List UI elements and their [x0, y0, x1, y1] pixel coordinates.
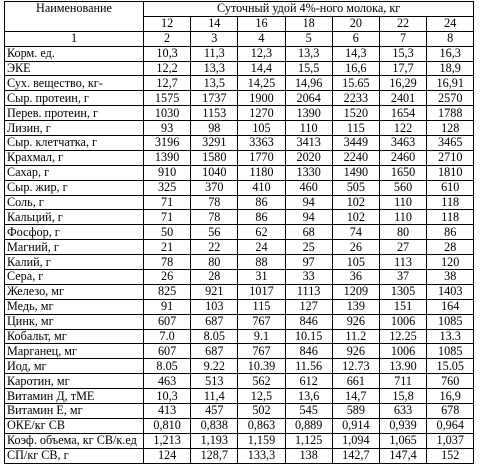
- value-cell: 1113: [285, 284, 332, 299]
- value-cell: 502: [238, 404, 285, 419]
- value-cell: 24: [238, 240, 285, 255]
- value-cell: 1017: [238, 284, 285, 299]
- value-cell: 1,065: [379, 433, 426, 448]
- row-name-cell: Марганец, мг: [5, 344, 144, 359]
- value-cell: 78: [191, 210, 238, 225]
- value-cell: 86: [238, 195, 285, 210]
- value-cell: 589: [332, 404, 379, 419]
- value-cell: 926: [332, 314, 379, 329]
- value-cell: 2401: [379, 91, 426, 106]
- value-cell: 1153: [191, 106, 238, 121]
- value-cell: 11,3: [191, 46, 238, 61]
- value-cell: 0,889: [285, 418, 332, 433]
- row-name-cell: Кальций, г: [5, 210, 144, 225]
- value-cell: 2020: [285, 150, 332, 165]
- value-cell: 11.2: [332, 329, 379, 344]
- value-cell: 560: [379, 180, 426, 195]
- table-row: [5, 136, 474, 151]
- value-cell: 22: [191, 240, 238, 255]
- value-cell: 460: [285, 180, 332, 195]
- value-cell: 1770: [238, 150, 285, 165]
- value-cell: 11,4: [191, 389, 238, 404]
- column-group-header-milk-yield: Суточный удой 4%-ного молока, кг: [144, 2, 474, 17]
- value-cell: 513: [191, 374, 238, 389]
- value-cell: 164: [427, 299, 474, 314]
- value-cell: 545: [285, 404, 332, 419]
- value-cell: 457: [191, 404, 238, 419]
- value-cell: 926: [332, 344, 379, 359]
- value-cell: 846: [285, 344, 332, 359]
- value-cell: 3363: [238, 136, 285, 151]
- value-cell: 1330: [285, 165, 332, 180]
- value-cell: 36: [332, 270, 379, 285]
- value-cell: 103: [191, 299, 238, 314]
- value-cell: 1305: [379, 284, 426, 299]
- value-cell: 10.39: [238, 359, 285, 374]
- value-cell: 12,3: [238, 46, 285, 61]
- table-row: [5, 46, 474, 61]
- value-cell: 68: [285, 225, 332, 240]
- value-cell: 15,3: [379, 46, 426, 61]
- value-cell: 16,9: [427, 389, 474, 404]
- value-cell: 16,29: [379, 76, 426, 91]
- value-cell: 1085: [427, 314, 474, 329]
- value-cell: 62: [238, 225, 285, 240]
- value-cell: 28: [427, 240, 474, 255]
- table-row: [5, 299, 474, 314]
- value-cell: 124: [144, 448, 191, 463]
- value-cell: 607: [144, 314, 191, 329]
- column-header-yield: 20: [332, 16, 379, 31]
- value-cell: 13.90: [379, 359, 426, 374]
- column-header-yield: 12: [144, 16, 191, 31]
- value-cell: 78: [144, 255, 191, 270]
- value-cell: 1810: [427, 165, 474, 180]
- value-cell: 1788: [427, 106, 474, 121]
- column-number-cell: 8: [427, 31, 474, 46]
- value-cell: 921: [191, 284, 238, 299]
- value-cell: 633: [379, 404, 426, 419]
- value-cell: 678: [427, 404, 474, 419]
- row-name-cell: Сахар, г: [5, 165, 144, 180]
- value-cell: 71: [144, 195, 191, 210]
- table-row: [5, 418, 474, 433]
- row-name-cell: Сыр. клетчатка, г: [5, 136, 144, 151]
- value-cell: 1654: [379, 106, 426, 121]
- table-row: [5, 165, 474, 180]
- table-row: [5, 225, 474, 240]
- table-row: [5, 61, 474, 76]
- value-cell: 10,3: [144, 389, 191, 404]
- value-cell: 93: [144, 121, 191, 136]
- value-cell: 94: [285, 195, 332, 210]
- column-header-yield: 14: [191, 16, 238, 31]
- row-name-cell: Медь, мг: [5, 299, 144, 314]
- value-cell: 151: [379, 299, 426, 314]
- value-cell: 16,91: [427, 76, 474, 91]
- row-name-cell: Сух. вещество, кг-: [5, 76, 144, 91]
- value-cell: 133,3: [238, 448, 285, 463]
- value-cell: 0,810: [144, 418, 191, 433]
- value-cell: 37: [379, 270, 426, 285]
- value-cell: 767: [238, 344, 285, 359]
- value-cell: 13.3: [427, 329, 474, 344]
- value-cell: 12,2: [144, 61, 191, 76]
- value-cell: 25: [285, 240, 332, 255]
- row-name-cell: Фосфор, г: [5, 225, 144, 240]
- value-cell: 1390: [144, 150, 191, 165]
- value-cell: 120: [427, 255, 474, 270]
- value-cell: 13,5: [191, 76, 238, 91]
- value-cell: 1180: [238, 165, 285, 180]
- table-row: [5, 374, 474, 389]
- table-row: [5, 359, 474, 374]
- column-number-cell: 4: [238, 31, 285, 46]
- value-cell: 1,094: [332, 433, 379, 448]
- value-cell: 1006: [379, 344, 426, 359]
- value-cell: 88: [238, 255, 285, 270]
- value-cell: 13,6: [285, 389, 332, 404]
- value-cell: 128,7: [191, 448, 238, 463]
- nutrient-norms-table-container: [4, 1, 474, 464]
- column-header-name: Наименование: [5, 2, 144, 32]
- value-cell: 13,3: [285, 46, 332, 61]
- value-cell: 1390: [285, 106, 332, 121]
- value-cell: 0,939: [379, 418, 426, 433]
- value-cell: 1650: [379, 165, 426, 180]
- value-cell: 2064: [285, 91, 332, 106]
- row-name-cell: Кобальт, мг: [5, 329, 144, 344]
- column-number-cell: 5: [285, 31, 332, 46]
- value-cell: 2240: [332, 150, 379, 165]
- value-cell: 3465: [427, 136, 474, 151]
- value-cell: 78: [191, 195, 238, 210]
- row-name-cell: Каротин, мг: [5, 374, 144, 389]
- table-row: [5, 314, 474, 329]
- table-row: [5, 389, 474, 404]
- value-cell: 31: [238, 270, 285, 285]
- table-row: [5, 284, 474, 299]
- value-cell: 15,8: [379, 389, 426, 404]
- value-cell: 1575: [144, 91, 191, 106]
- value-cell: 825: [144, 284, 191, 299]
- value-cell: 113: [379, 255, 426, 270]
- value-cell: 8.05: [191, 329, 238, 344]
- value-cell: 846: [285, 314, 332, 329]
- value-cell: 767: [238, 314, 285, 329]
- value-cell: 1209: [332, 284, 379, 299]
- value-cell: 17,7: [379, 61, 426, 76]
- value-cell: 15,5: [285, 61, 332, 76]
- table-row: [5, 344, 474, 359]
- column-header-yield: 24: [427, 16, 474, 31]
- value-cell: 3413: [285, 136, 332, 151]
- table-row: [5, 76, 474, 91]
- value-cell: 138: [285, 448, 332, 463]
- row-name-cell: Витамин Е, мг: [5, 404, 144, 419]
- value-cell: 10.15: [285, 329, 332, 344]
- value-cell: 325: [144, 180, 191, 195]
- value-cell: 760: [427, 374, 474, 389]
- value-cell: 9.1: [238, 329, 285, 344]
- value-cell: 16,3: [427, 46, 474, 61]
- value-cell: 110: [379, 195, 426, 210]
- value-cell: 1580: [191, 150, 238, 165]
- value-cell: 127: [285, 299, 332, 314]
- column-number-cell: 1: [5, 31, 144, 46]
- value-cell: 1520: [332, 106, 379, 121]
- value-cell: 1085: [427, 344, 474, 359]
- value-cell: 13,3: [191, 61, 238, 76]
- table-row: [5, 195, 474, 210]
- value-cell: 50: [144, 225, 191, 240]
- value-cell: 14,3: [332, 46, 379, 61]
- value-cell: 15.65: [332, 76, 379, 91]
- value-cell: 1030: [144, 106, 191, 121]
- value-cell: 14,4: [238, 61, 285, 76]
- value-cell: 11.56: [285, 359, 332, 374]
- table-row: [5, 150, 474, 165]
- value-cell: 105: [332, 255, 379, 270]
- value-cell: 142,7: [332, 448, 379, 463]
- value-cell: 115: [332, 121, 379, 136]
- value-cell: 147,4: [379, 448, 426, 463]
- row-name-cell: Лизин, г: [5, 121, 144, 136]
- value-cell: 1737: [191, 91, 238, 106]
- value-cell: 1,193: [191, 433, 238, 448]
- row-name-cell: Калий, г: [5, 255, 144, 270]
- table-row: [5, 210, 474, 225]
- row-name-cell: ОКЕ/кг СВ: [5, 418, 144, 433]
- row-name-cell: СП/кг СВ, г: [5, 448, 144, 463]
- value-cell: 118: [427, 195, 474, 210]
- value-cell: 0,838: [191, 418, 238, 433]
- value-cell: 14,96: [285, 76, 332, 91]
- value-cell: 110: [379, 210, 426, 225]
- value-cell: 463: [144, 374, 191, 389]
- value-cell: 3196: [144, 136, 191, 151]
- value-cell: 410: [238, 180, 285, 195]
- column-header-yield: 16: [238, 16, 285, 31]
- value-cell: 661: [332, 374, 379, 389]
- table-row: [5, 121, 474, 136]
- value-cell: 118: [427, 210, 474, 225]
- value-cell: 413: [144, 404, 191, 419]
- row-name-cell: Корм. ед.: [5, 46, 144, 61]
- value-cell: 110: [285, 121, 332, 136]
- value-cell: 14,25: [238, 76, 285, 91]
- value-cell: 26: [144, 270, 191, 285]
- value-cell: 94: [285, 210, 332, 225]
- header-row-group: [5, 2, 474, 17]
- header-row-column-numbers: [5, 31, 474, 46]
- row-name-cell: Крахмал, г: [5, 150, 144, 165]
- value-cell: 687: [191, 314, 238, 329]
- value-cell: 14,7: [332, 389, 379, 404]
- value-cell: 12,7: [144, 76, 191, 91]
- value-cell: 122: [379, 121, 426, 136]
- row-name-cell: ЭКЕ: [5, 61, 144, 76]
- value-cell: 0,964: [427, 418, 474, 433]
- row-name-cell: Сыр. жир, г: [5, 180, 144, 195]
- value-cell: 115: [238, 299, 285, 314]
- value-cell: 2460: [379, 150, 426, 165]
- column-number-cell: 7: [379, 31, 426, 46]
- value-cell: 74: [332, 225, 379, 240]
- value-cell: 0,863: [238, 418, 285, 433]
- value-cell: 18,9: [427, 61, 474, 76]
- value-cell: 2570: [427, 91, 474, 106]
- table-row: [5, 448, 474, 463]
- value-cell: 80: [191, 255, 238, 270]
- value-cell: 3449: [332, 136, 379, 151]
- value-cell: 12.73: [332, 359, 379, 374]
- value-cell: 105: [238, 121, 285, 136]
- column-number-cell: 6: [332, 31, 379, 46]
- value-cell: 1490: [332, 165, 379, 180]
- value-cell: 56: [191, 225, 238, 240]
- row-name-cell: Витамин Д, тМЕ: [5, 389, 144, 404]
- value-cell: 38: [427, 270, 474, 285]
- column-number-cell: 3: [191, 31, 238, 46]
- table-row: [5, 91, 474, 106]
- table-row: [5, 255, 474, 270]
- value-cell: 71: [144, 210, 191, 225]
- value-cell: 1040: [191, 165, 238, 180]
- column-header-yield: 22: [379, 16, 426, 31]
- value-cell: 16,6: [332, 61, 379, 76]
- table-body: [5, 46, 474, 463]
- value-cell: 102: [332, 195, 379, 210]
- value-cell: 3463: [379, 136, 426, 151]
- value-cell: 711: [379, 374, 426, 389]
- value-cell: 370: [191, 180, 238, 195]
- row-name-cell: Цинк, мг: [5, 314, 144, 329]
- row-name-cell: Иод, мг: [5, 359, 144, 374]
- value-cell: 2233: [332, 91, 379, 106]
- value-cell: 1900: [238, 91, 285, 106]
- value-cell: 27: [379, 240, 426, 255]
- value-cell: 7.0: [144, 329, 191, 344]
- value-cell: 91: [144, 299, 191, 314]
- value-cell: 152: [427, 448, 474, 463]
- column-number-cell: 2: [144, 31, 191, 46]
- value-cell: 86: [238, 210, 285, 225]
- value-cell: 0,914: [332, 418, 379, 433]
- value-cell: 610: [427, 180, 474, 195]
- value-cell: 1,159: [238, 433, 285, 448]
- value-cell: 687: [191, 344, 238, 359]
- value-cell: 10,3: [144, 46, 191, 61]
- table-row: [5, 404, 474, 419]
- value-cell: 139: [332, 299, 379, 314]
- row-name-cell: Перев. протеин, г: [5, 106, 144, 121]
- value-cell: 80: [379, 225, 426, 240]
- value-cell: 128: [427, 121, 474, 136]
- value-cell: 1006: [379, 314, 426, 329]
- value-cell: 612: [285, 374, 332, 389]
- value-cell: 910: [144, 165, 191, 180]
- table-row: [5, 270, 474, 285]
- value-cell: 9.22: [191, 359, 238, 374]
- table-row: [5, 240, 474, 255]
- value-cell: 26: [332, 240, 379, 255]
- value-cell: 1,125: [285, 433, 332, 448]
- value-cell: 1270: [238, 106, 285, 121]
- nutrient-norms-table: [4, 1, 474, 464]
- value-cell: 1,213: [144, 433, 191, 448]
- value-cell: 3291: [191, 136, 238, 151]
- column-header-yield: 18: [285, 16, 332, 31]
- value-cell: 1,037: [427, 433, 474, 448]
- value-cell: 2710: [427, 150, 474, 165]
- value-cell: 86: [427, 225, 474, 240]
- value-cell: 102: [332, 210, 379, 225]
- value-cell: 12.25: [379, 329, 426, 344]
- table-row: [5, 433, 474, 448]
- value-cell: 505: [332, 180, 379, 195]
- value-cell: 8.05: [144, 359, 191, 374]
- table-row: [5, 329, 474, 344]
- row-name-cell: Железо, мг: [5, 284, 144, 299]
- row-name-cell: Коэф. объема, кг СВ/к.ед: [5, 433, 144, 448]
- table-row: [5, 106, 474, 121]
- value-cell: 33: [285, 270, 332, 285]
- row-name-cell: Соль, г: [5, 195, 144, 210]
- value-cell: 97: [285, 255, 332, 270]
- value-cell: 28: [191, 270, 238, 285]
- value-cell: 1403: [427, 284, 474, 299]
- value-cell: 12,5: [238, 389, 285, 404]
- row-name-cell: Сера, г: [5, 270, 144, 285]
- value-cell: 98: [191, 121, 238, 136]
- value-cell: 21: [144, 240, 191, 255]
- table-row: [5, 180, 474, 195]
- row-name-cell: Магний, г: [5, 240, 144, 255]
- value-cell: 15.05: [427, 359, 474, 374]
- row-name-cell: Сыр. протеин, г: [5, 91, 144, 106]
- value-cell: 607: [144, 344, 191, 359]
- value-cell: 562: [238, 374, 285, 389]
